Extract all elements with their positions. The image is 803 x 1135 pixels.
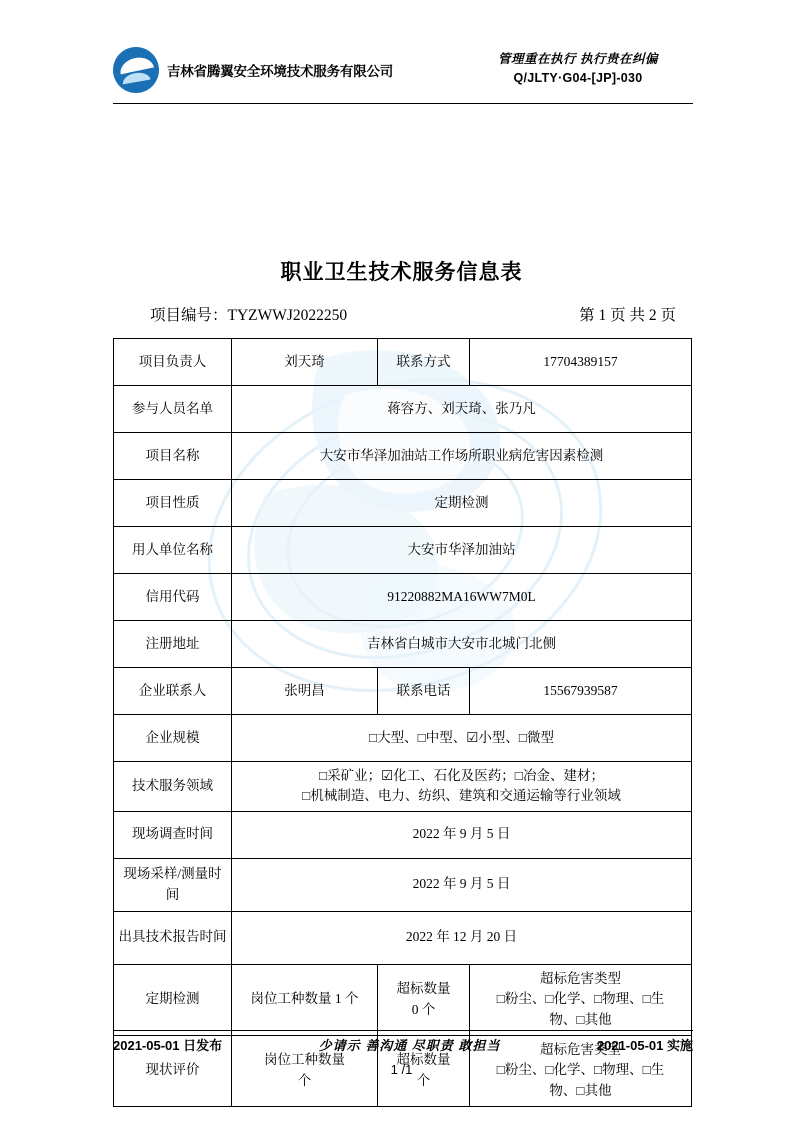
footer-slogan: 少请示 善沟通 尽职责 敢担当 bbox=[318, 1038, 501, 1053]
row-value: 91220882MA16WW7M0L bbox=[232, 574, 692, 621]
row-value: 定期检测 bbox=[232, 480, 692, 527]
over-count-label: 超标数量 bbox=[396, 981, 451, 997]
row-label: 信用代码 bbox=[114, 574, 232, 621]
table-row bbox=[114, 339, 692, 386]
page-indicator: 第 1 页 共 2 页 bbox=[579, 307, 676, 324]
footer-effective-date: 2021-05-01 实施 bbox=[596, 1038, 693, 1053]
job-count-label: 岗位工种数量 bbox=[264, 1052, 345, 1068]
row-label: 用人单位名称 bbox=[114, 527, 232, 574]
over-count-cell bbox=[378, 964, 470, 1035]
table-row-detection bbox=[114, 964, 692, 1035]
hazard-type-options-line-1: □粉尘、□化学、□物理、□生 bbox=[496, 991, 665, 1007]
table-row bbox=[114, 574, 692, 621]
over-count-label: 超标数量 bbox=[396, 1052, 451, 1068]
header-right-block bbox=[463, 49, 693, 85]
row-value: 刘天琦 bbox=[232, 339, 378, 386]
table-row bbox=[114, 715, 692, 762]
row-label: 现场采样/测量时间 bbox=[114, 858, 232, 911]
row-value: 大安市华泽加油站工作场所职业病危害因素检测 bbox=[232, 433, 692, 480]
table-row bbox=[114, 480, 692, 527]
document-code: Q/JLTY·G04-[JP]-030 bbox=[513, 71, 643, 85]
row-value: 蒋容方、刘天琦、张乃凡 bbox=[232, 386, 692, 433]
table-row bbox=[114, 527, 692, 574]
table-row bbox=[114, 762, 692, 812]
row-value-checkbox-group: □大型、□中型、☑小型、□微型 bbox=[232, 715, 692, 762]
hazard-type-cell bbox=[470, 964, 692, 1035]
row-label: 注册地址 bbox=[114, 621, 232, 668]
page-header bbox=[113, 47, 693, 103]
row-value-secondary: 17704389157 bbox=[470, 339, 692, 386]
table-row bbox=[114, 621, 692, 668]
project-number bbox=[113, 303, 347, 325]
job-count-cell: 岗位工种数量 1 个 bbox=[232, 964, 378, 1035]
row-label: 现场调查时间 bbox=[114, 811, 232, 858]
service-field-line-1: □采矿业；☑化工、石化及医药；□冶金、建材； bbox=[319, 768, 604, 783]
table-row bbox=[114, 386, 692, 433]
row-label: 定期检测 bbox=[114, 964, 232, 1035]
header-divider bbox=[113, 103, 693, 104]
row-label: 项目性质 bbox=[114, 480, 232, 527]
hazard-type-options-line-2: 物、□其他 bbox=[549, 1082, 612, 1098]
table-row bbox=[114, 433, 692, 480]
row-label-secondary: 联系方式 bbox=[378, 339, 470, 386]
company-logo-block bbox=[113, 47, 393, 93]
table-row bbox=[114, 911, 692, 964]
header-slogan: 管理重在执行 执行贵在纠偏 bbox=[498, 52, 658, 66]
row-label: 项目负责人 bbox=[114, 339, 232, 386]
row-value: 2022 年 9 月 5 日 bbox=[232, 858, 692, 911]
project-number-value: TYZWWJ2022250 bbox=[227, 307, 348, 324]
wave-circle-logo-icon bbox=[113, 47, 159, 93]
footer-divider bbox=[113, 1030, 693, 1031]
over-count-value: 0 个 bbox=[411, 1001, 436, 1017]
hazard-type-title: 超标危害类型 bbox=[540, 1042, 621, 1058]
row-label: 项目名称 bbox=[114, 433, 232, 480]
footer-page-number: 1 /1 bbox=[390, 1062, 413, 1077]
hazard-type-options-line-2: 物、□其他 bbox=[549, 1011, 612, 1027]
info-table bbox=[113, 338, 692, 1107]
row-value-checkbox-group bbox=[232, 762, 692, 812]
row-label-secondary: 联系电话 bbox=[378, 668, 470, 715]
row-value: 2022 年 12 月 20 日 bbox=[232, 911, 692, 964]
hazard-type-title: 超标危害类型 bbox=[540, 971, 621, 987]
table-row bbox=[114, 858, 692, 911]
company-name: 吉林省腾翼安全环境技术服务有限公司 bbox=[167, 64, 394, 79]
row-value: 吉林省白城市大安市北城门北侧 bbox=[232, 621, 692, 668]
row-label: 参与人员名单 bbox=[114, 386, 232, 433]
table-row bbox=[114, 668, 692, 715]
row-label: 技术服务领域 bbox=[114, 762, 232, 812]
title-subline bbox=[113, 303, 691, 325]
row-label: 企业规模 bbox=[114, 715, 232, 762]
project-number-label: 项目编号： bbox=[150, 307, 228, 324]
row-label: 出具技术报告时间 bbox=[114, 911, 232, 964]
page-footer bbox=[113, 1035, 693, 1054]
row-value: 张明昌 bbox=[232, 668, 378, 715]
service-field-line-2: □机械制造、电力、纺织、建筑和交通运输等行业领域 bbox=[302, 788, 621, 804]
row-value-secondary: 15567939587 bbox=[470, 668, 692, 715]
table-row bbox=[114, 811, 692, 858]
row-value: 大安市华泽加油站 bbox=[232, 527, 692, 574]
row-value: 2022 年 9 月 5 日 bbox=[232, 811, 692, 858]
row-label: 企业联系人 bbox=[114, 668, 232, 715]
over-count-value: 个 bbox=[416, 1072, 431, 1088]
footer-issue-date: 2021-05-01 日发布 bbox=[113, 1038, 223, 1053]
page-title: 职业卫生技术服务信息表 bbox=[280, 261, 523, 284]
job-count-value: 个 bbox=[297, 1072, 312, 1088]
hazard-type-options-line-1: □粉尘、□化学、□物理、□生 bbox=[496, 1062, 665, 1078]
row-label: 现状评价 bbox=[114, 1035, 232, 1106]
